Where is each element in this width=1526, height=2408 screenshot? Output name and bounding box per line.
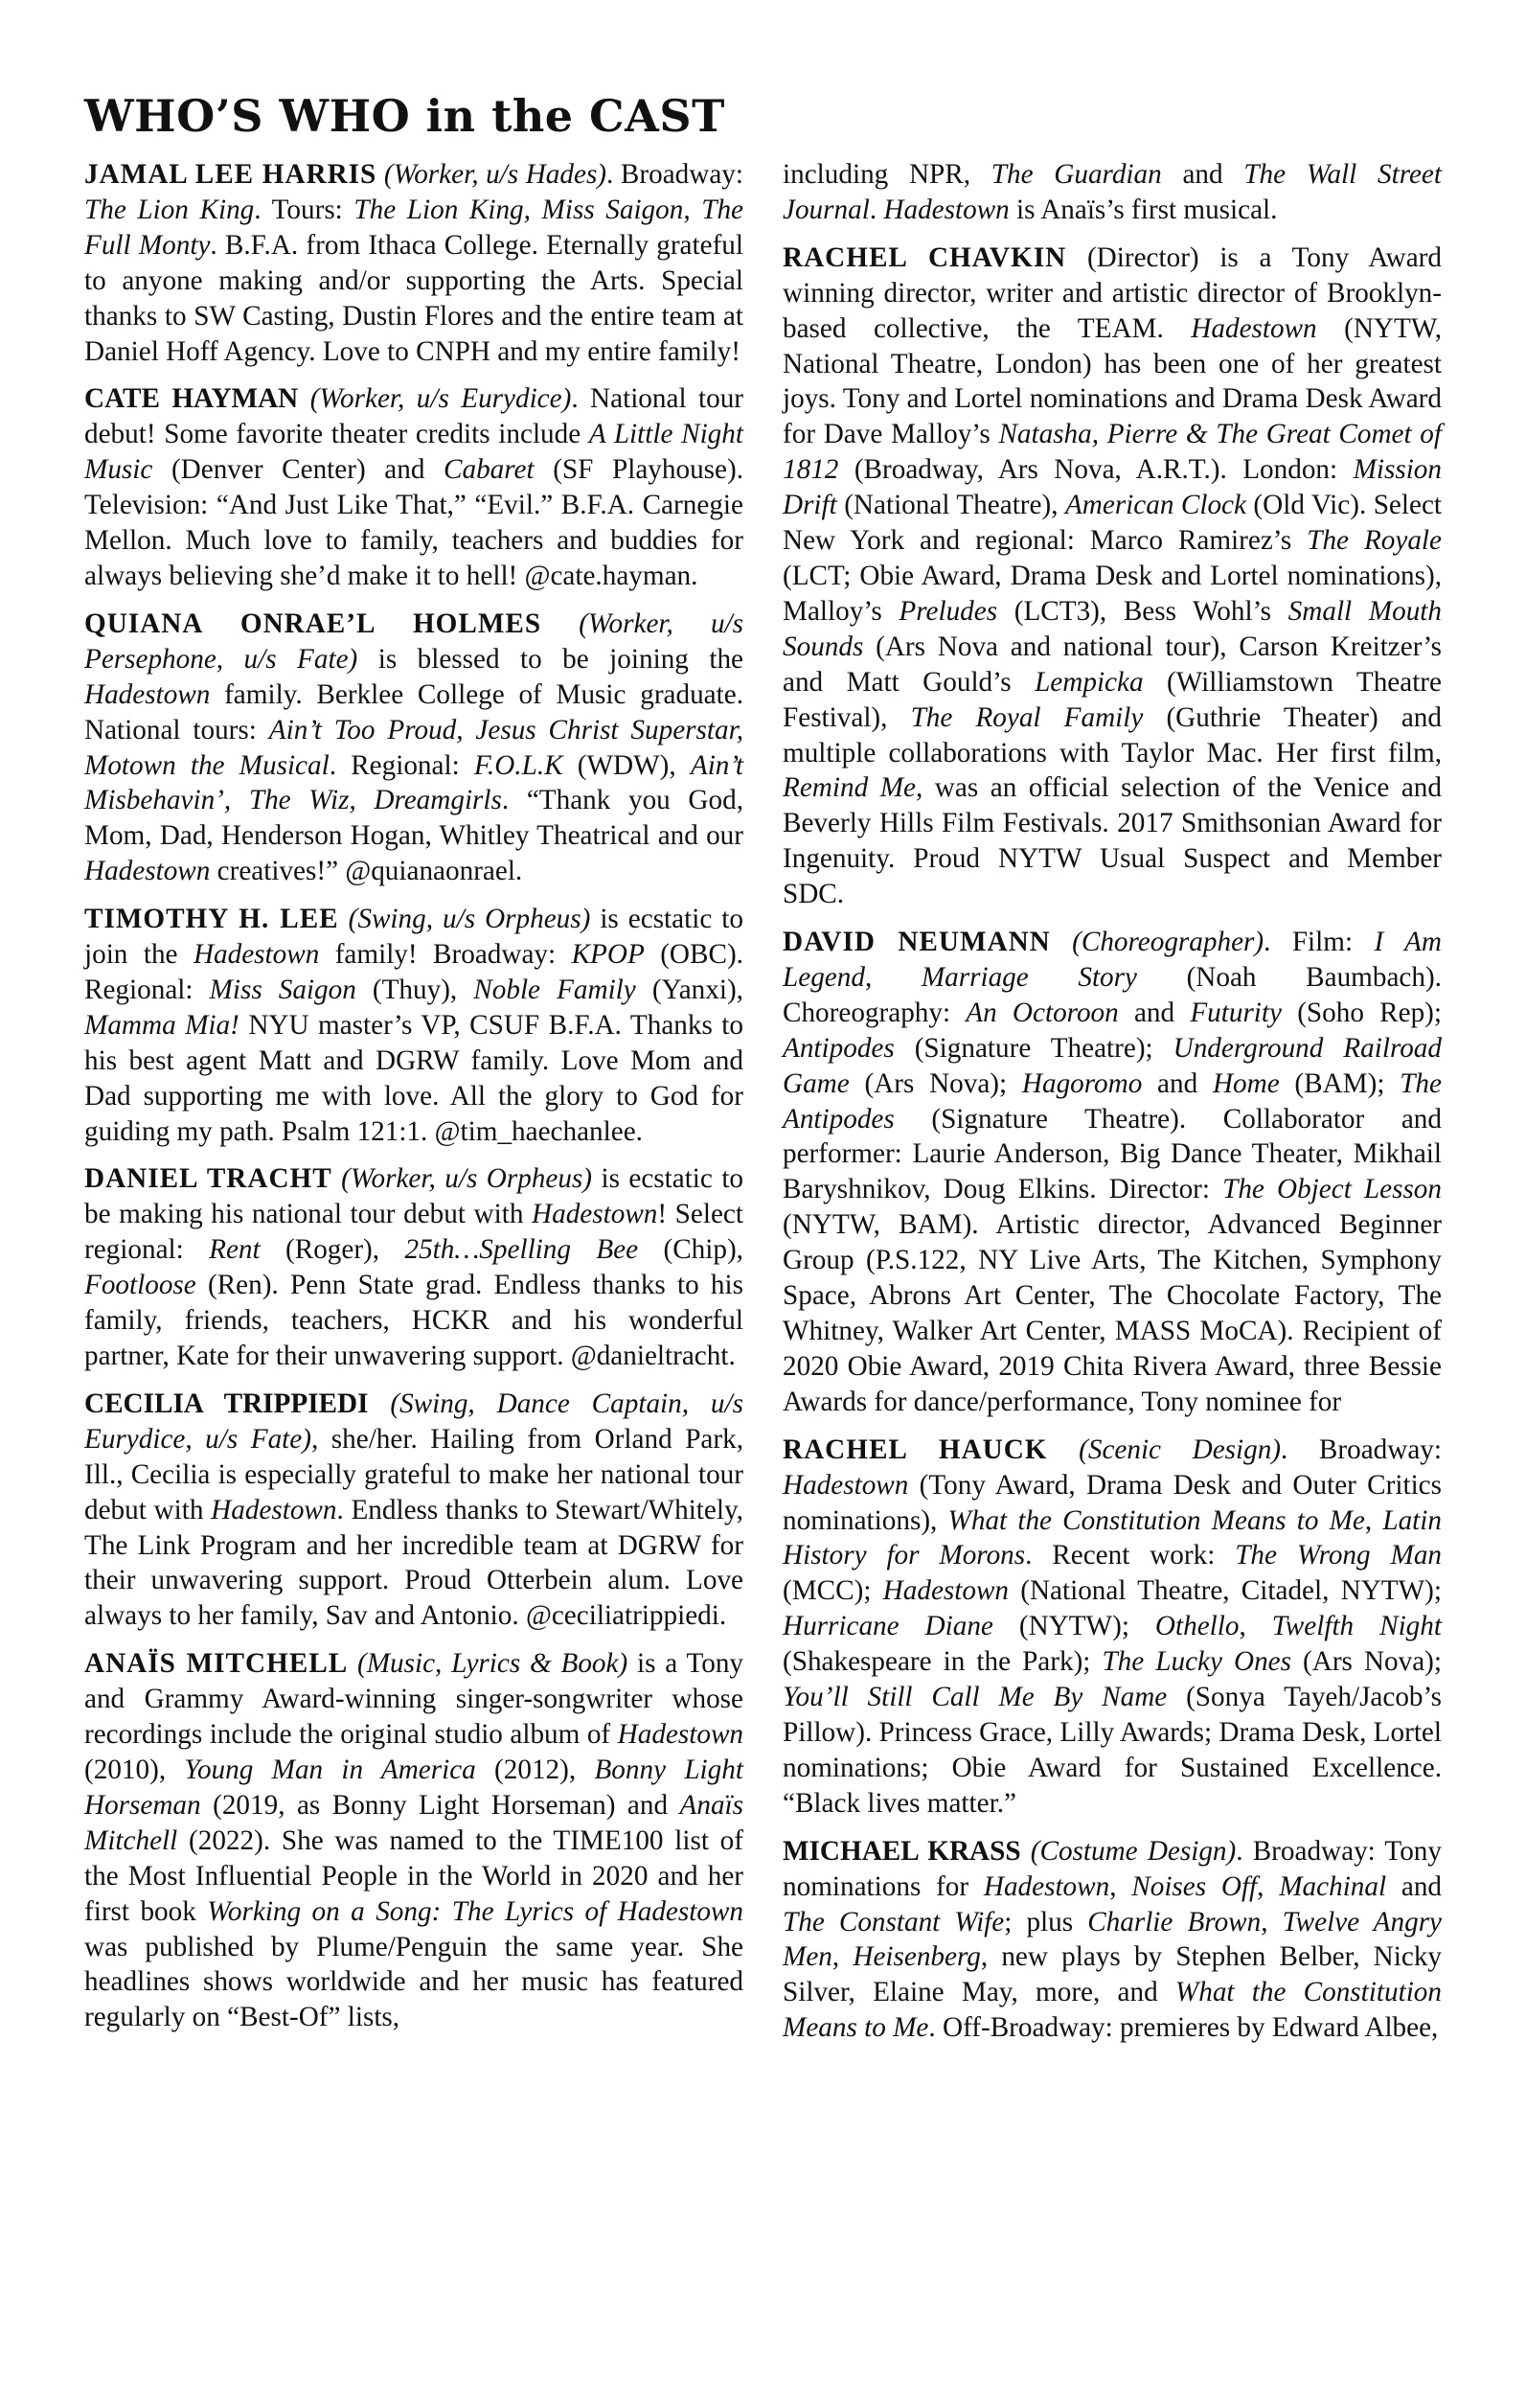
- bio-quiana-onrael-holmes: QUIANA ONRAE’L HOLMES (Worker, u/s Persephone, u/s Fate) is blessed to be joining the Hadestown family. Berklee College of Music graduate. National tours: Ain’t Too Proud, Jesus Christ Superstar, Motown the Musical. Regional: F.O.L.K (WDW), Ain’t Misbehavin’, The Wiz, Dreamgirls. “Thank you God, Mom, Dad, Henderson Hogan, Whitley Theatrical and our Hadestown creatives!” @quianaonrael.: [84, 608, 744, 887]
- bio-role: (Director): [1086, 241, 1199, 273]
- page-title: WHO’S WHO in the CAST: [84, 90, 725, 142]
- bio-name: DANIEL TRACHT: [84, 1163, 332, 1195]
- bio-cate-hayman: CATE HAYMAN (Worker, u/s Eurydice). National tour debut! Some favorite theater credits include A Little Night Music (Denver Center) and Cabaret (SF Playhouse). Television: “And Just Like That,” “Evil.” B.F.A. Carnegie Mellon. Much love to family, teachers and buddies for always believing she’d make it to hell! @cate.hayman.: [84, 383, 744, 591]
- bio-role: (Worker, u/s Persephone, u/s Fate): [84, 608, 744, 675]
- bio-rachel-chavkin: RACHEL CHAVKIN (Director) is a Tony Award winning director, writer and artistic director of Brooklyn-based collective, the TEAM. Hadestown (NYTW, National Theatre, London) has been one of her greatest joys. Tony and Lortel nominations and Drama Desk Award for Dave Malloy’s Natasha, Pierre & The Great Comet of 1812 (Broadway, Ars Nova, A.R.T.). London: Mission Drift (National Theatre), American Clock (Old Vic). Select New York and regional: Marco Ramirez’s The Royale (LCT; Obie Award, Drama Desk and Lortel nominations), Malloy’s Preludes (LCT3), Bess Wohl’s Small Mouth Sounds (Ars Nova and national tour), Carson Kreitzer’s and Matt Gould’s Lempicka (Williamstown Theatre Festival), The Royal Family (Guthrie Theater) and multiple collaborations with Taylor Mac. Her first film, Remind Me, was an official selection of the Venice and Beverly Hills Film Festivals. 2017 Smithsonian Award for Ingenuity. Proud NYTW Usual Suspect and Member SDC.: [783, 241, 1443, 910]
- bio-name: CECILIA TRIPPIEDI: [84, 1387, 369, 1419]
- bio-name: QUIANA ONRAE’L HOLMES: [84, 608, 542, 639]
- bio-role: (Swing, u/s Orpheus): [348, 904, 591, 935]
- bio-timothy-h-lee: TIMOTHY H. LEE (Swing, u/s Orpheus) is ecstatic to join the Hadestown family! Broadway: KPOP (OBC). Regional: Miss Saigon (Thuy), Noble Family (Yanxi), Mamma Mia! NYU master’s VP, CSUF B.F.A. Thanks to his best agent Matt and DGRW family. Love Mom and Dad supporting me with love. All the glory to God for guiding my path. Psalm 121:1. @tim_haechanlee.: [84, 904, 743, 1147]
- bio-role: (Music, Lyrics & Book): [356, 1648, 628, 1680]
- bio-daniel-tracht: DANIEL TRACHT (Worker, u/s Orpheus) is ecstatic to be making his national tour debut with Hadestown! Select regional: Rent (Roger), 25th…Spelling Bee (Chip), Footloose (Ren). Penn State grad. Endless thanks to his family, friends, teachers, HCKR and his wonderful partner, Kate for their unwavering support. @danieltracht.: [84, 1163, 744, 1371]
- bio-role: (Swing, Dance Captain, u/s Eurydice, u/s Fate): [84, 1387, 743, 1455]
- bio-name: TIMOTHY H. LEE: [84, 904, 339, 935]
- bio-role: (Worker, u/s Hades): [383, 159, 607, 190]
- right-column: [783, 157, 1442, 2058]
- bio-rachel-hauck: RACHEL HAUCK (Scenic Design). Broadway: Hadestown (Tony Award, Drama Desk and Outer Critics nominations), What the Constitution Means to Me, Latin History for Morons. Recent work: The Wrong Man (MCC); Hadestown (National Theatre, Citadel, NYTW); Hurricane Diane (NYTW); Othello, Twelfth Night (Shakespeare in the Park); The Lucky Ones (Ars Nova); You’ll Still Call Me By Name (Sonya Tayeh/Jacob’s Pillow). Princess Grace, Lilly Awards; Drama Desk, Lortel nominations; Obie Award for Sustained Excellence. “Black lives matter.”: [783, 1433, 1443, 1819]
- bio-jamal-lee-harris: JAMAL LEE HARRIS (Worker, u/s Hades). Broadway: The Lion King. Tours: The Lion King, Miss Saigon, The Full Monty. B.F.A. from Ithaca College. Eternally grateful to anyone making and/or supporting the Arts. Special thanks to SW Casting, Dustin Flores and the entire team at Daniel Hoff Agency. Love to CNPH and my entire family!: [84, 159, 744, 367]
- bio-role: (Costume Design): [1030, 1835, 1237, 1867]
- bio-name: MICHAEL KRASS: [783, 1835, 1021, 1867]
- bio-role: (Worker, u/s Orpheus): [341, 1163, 593, 1195]
- bio-anais-mitchell-continued: including NPR, The Guardian and The Wall Street Journal. Hadestown is Anaïs’s first musical.: [783, 159, 1442, 225]
- bio-role: (Choreographer): [1072, 927, 1264, 958]
- bio-name: RACHEL CHAVKIN: [783, 241, 1067, 273]
- bio-name: RACHEL HAUCK: [783, 1433, 1048, 1465]
- bio-name: JAMAL LEE HARRIS: [84, 159, 377, 190]
- bio-name: DAVID NEUMANN: [783, 927, 1051, 958]
- bio-david-neumann: DAVID NEUMANN (Choreographer). Film: I Am Legend, Marriage Story (Noah Baumbach). Choreography: An Octoroon and Futurity (Soho Rep); Antipodes (Signature Theatre); Underground Railroad Game (Ars Nova); Hagoromo and Home (BAM); The Antipodes (Signature Theatre). Collaborator and performer: Laurie Anderson, Big Dance Theater, Mikhail Baryshnikov, Doug Elkins. Director: The Object Lesson (NYTW, BAM). Artistic director, Advanced Beginner Group (P.S.122, NY Live Arts, The Kitchen, Symphony Space, Abrons Art Center, The Chocolate Factory, The Whitney, Walker Art Center, MASS MoCA). Recipient of 2020 Obie Award, 2019 Chita Rivera Award, three Bessie Awards for dance/performance, Tony nominee for: [783, 927, 1442, 1417]
- bio-anais-mitchell: ANAÏS MITCHELL (Music, Lyrics & Book) is a Tony and Grammy Award-winning singer-songwriter whose recordings include the original studio album of Hadestown (2010), Young Man in America (2012), Bonny Light Horseman (2019, as Bonny Light Horseman) and Anaïs Mitchell (2022). She was named to the TIME100 list of the Most Influential People in the World in 2020 and her first book Working on a Song: The Lyrics of Hadestown was published by Plume/Penguin the same year. She headlines shows worldwide and her music has featured regularly on “Best-Of” lists,: [84, 1648, 744, 2033]
- left-column: [84, 157, 743, 2048]
- bio-role: (Worker, u/s Eurydice): [309, 383, 572, 415]
- bio-cecilia-trippiedi: CECILIA TRIPPIEDI (Swing, Dance Captain, u/s Eurydice, u/s Fate), she/her. Hailing from Orland Park, Ill., Cecilia is especially grateful to make her national tour debut with Hadestown. Endless thanks to Stewart/Whitely, The Link Program and her incredible team at DGRW for their unwavering support. Proud Otterbein alum. Love always to her family, Sav and Antonio. @ceciliatrippiedi.: [84, 1387, 743, 1632]
- bio-name: ANAÏS MITCHELL: [84, 1648, 349, 1680]
- bio-name: CATE HAYMAN: [84, 383, 299, 415]
- bio-role: (Scenic Design): [1079, 1433, 1282, 1465]
- bio-michael-krass: MICHAEL KRASS (Costume Design). Broadway: Tony nominations for Hadestown, Noises Off, Machinal and The Constant Wife; plus Charlie Brown, Twelve Angry Men, Heisenberg, new plays by Stephen Belber, Nicky Silver, Elaine May, more, and What the Constitution Means to Me. Off-Broadway: premieres by Edward Albee,: [783, 1835, 1443, 2044]
